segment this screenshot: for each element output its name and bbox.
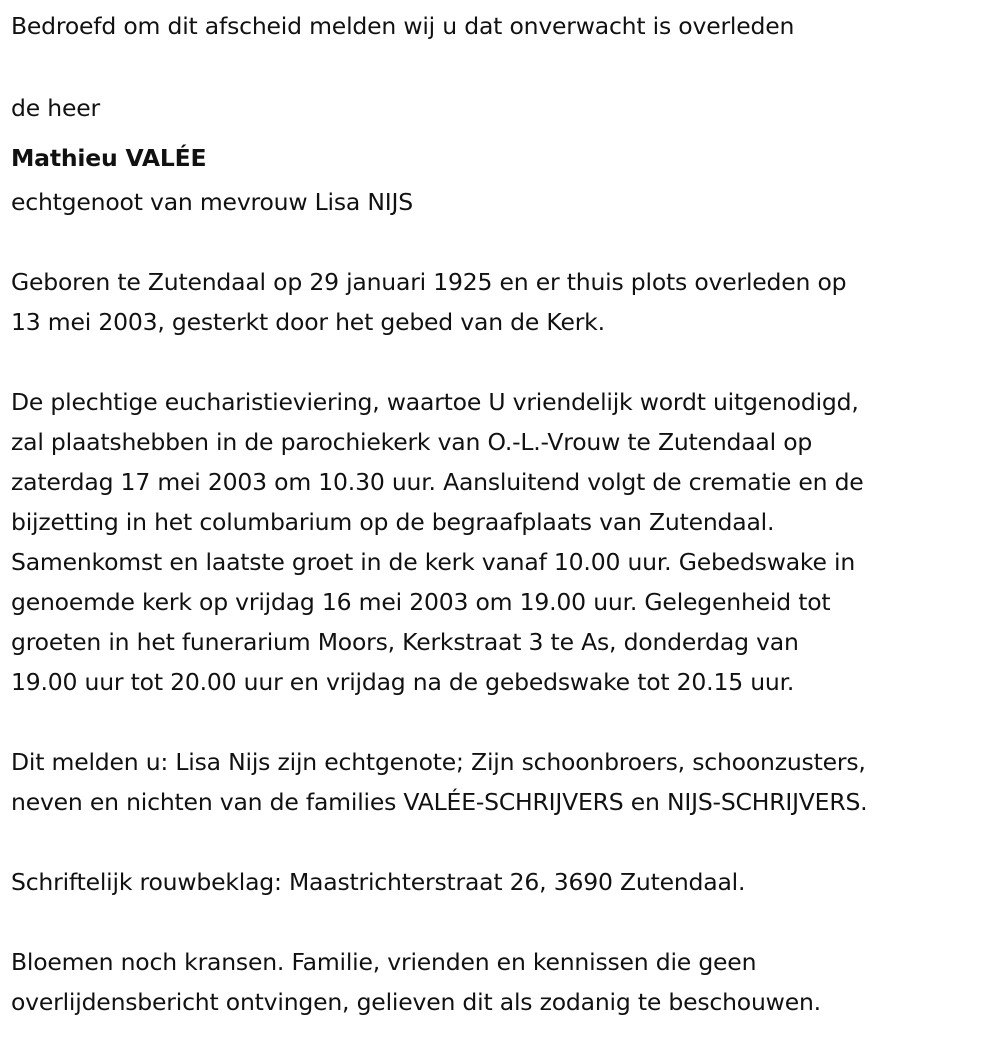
honorific: de heer	[11, 94, 100, 122]
paragraph-line: genoemde kerk op vrijdag 16 mei 2003 om 19.00 uur. Gelegenheid tot	[11, 588, 831, 616]
deceased-name: Mathieu VALÉE	[11, 144, 207, 172]
spacer	[11, 902, 867, 942]
paragraph-line: 13 mei 2003, gesterkt door het gebed van de Kerk.	[11, 308, 605, 336]
obituary-notice	[11, 6, 867, 1022]
spacer	[11, 822, 867, 862]
paragraph-line: Schriftelijk rouwbeklag: Maastrichterstraat 26, 3690 Zutendaal.	[11, 868, 746, 896]
paragraph-line: Bloemen noch kransen. Familie, vrienden en kennissen die geen	[11, 948, 757, 976]
paragraph	[11, 742, 867, 822]
paragraph-line: zal plaatshebben in de parochiekerk van O.-L.-Vrouw te Zutendaal op	[11, 428, 813, 456]
intro-text: Bedroefd om dit afscheid melden wij u dat onverwacht is overleden	[11, 12, 795, 40]
spacer	[11, 46, 867, 86]
paragraph-line: Dit melden u: Lisa Nijs zijn echtgenote; Zijn schoonbroers, schoonzusters,	[11, 748, 866, 776]
paragraph-line: zaterdag 17 mei 2003 om 10.30 uur. Aansluitend volgt de crematie en de	[11, 468, 864, 496]
paragraph	[11, 262, 867, 342]
spacer	[11, 702, 867, 742]
paragraph-line: groeten in het funerarium Moors, Kerkstraat 3 te As, donderdag van	[11, 628, 799, 656]
paragraph-line: De plechtige eucharistieviering, waartoe U vriendelijk wordt uitgenodigd,	[11, 388, 859, 416]
paragraph	[11, 942, 867, 1022]
paragraph	[11, 862, 867, 902]
paragraph-line: 19.00 uur tot 20.00 uur en vrijdag na de gebedswake tot 20.15 uur.	[11, 668, 795, 696]
notice-body	[11, 222, 867, 1022]
paragraph-line: bijzetting in het columbarium op de begraafplaats van Zutendaal.	[11, 508, 775, 536]
paragraph-line: neven en nichten van de families VALÉE-SCHRIJVERS en NIJS-SCHRIJVERS.	[11, 788, 868, 816]
paragraph-line: overlijdensbericht ontvingen, gelieven dit als zodanig te beschouwen.	[11, 988, 821, 1016]
paragraph	[11, 382, 867, 702]
spouse-line: echtgenoot van mevrouw Lisa NIJS	[11, 188, 413, 216]
paragraph-line: Samenkomst en laatste groet in de kerk vanaf 10.00 uur. Gebedswake in	[11, 548, 856, 576]
spacer	[11, 222, 867, 262]
paragraph-line: Geboren te Zutendaal op 29 januari 1925 en er thuis plots overleden op	[11, 268, 847, 296]
spacer	[11, 342, 867, 382]
